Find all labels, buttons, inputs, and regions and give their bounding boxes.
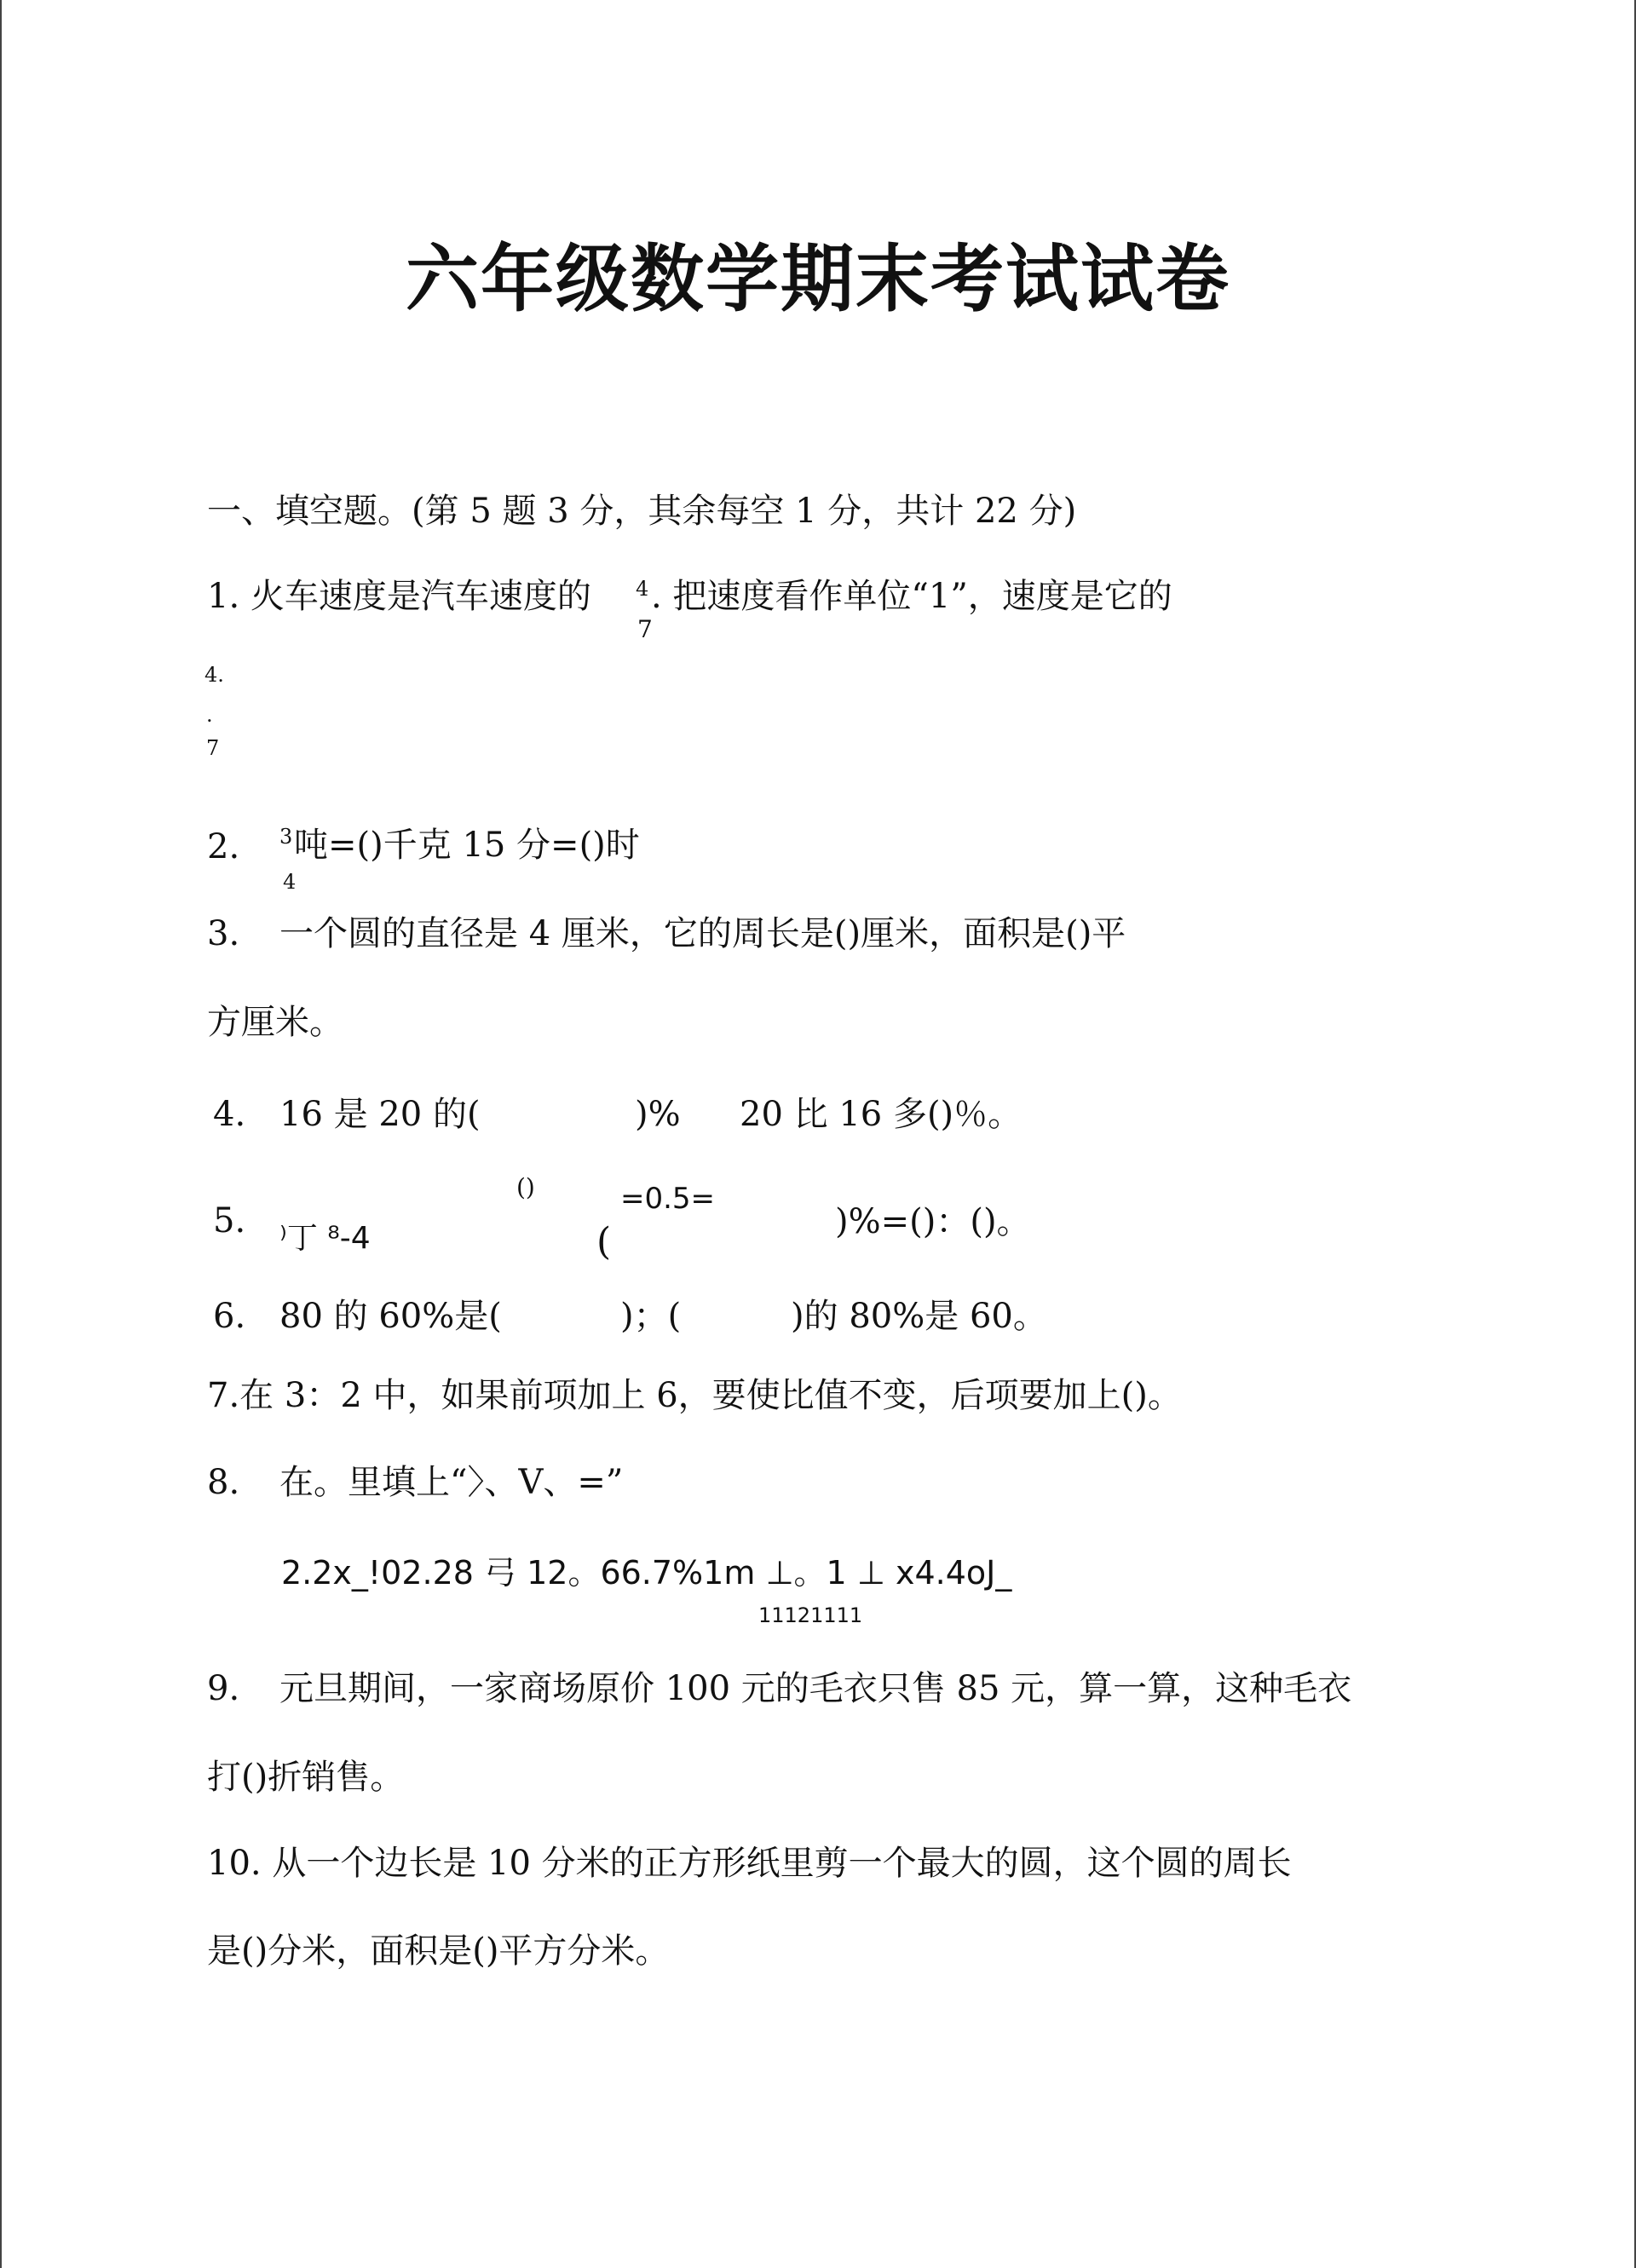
question-6-number: 6. <box>213 1297 246 1336</box>
question-1-text-b: . 把速度看作单位“1”，速度是它的 <box>651 577 1172 616</box>
question-8-text: 在。里填上“〉、V、=” <box>279 1463 624 1502</box>
question-5-number: 5. <box>213 1201 246 1240</box>
question-5-equals: =0.5= <box>620 1182 716 1216</box>
question-1-fraction-numerator: 4 <box>636 577 649 601</box>
question-6-text-c: )的 80%是 60。 <box>791 1297 1047 1336</box>
question-10-line-2: 是()分米，面积是()平方分米。 <box>207 1931 670 1971</box>
question-2-text: 吨=()千克 15 分=()时 <box>294 826 640 865</box>
question-8-number: 8. <box>207 1463 240 1502</box>
question-4-text-a: 16 是 20 的( <box>279 1095 481 1134</box>
question-3-number: 3. <box>207 914 240 953</box>
question-1-fraction-denominator: 7 <box>637 615 653 643</box>
question-4-number: 4. <box>213 1095 246 1134</box>
question-4-text-c: 20 比 16 多()％。 <box>740 1095 1022 1134</box>
question-5-right-expression: )%=()：()。 <box>835 1202 1031 1241</box>
question-8-subscript: 11121111 <box>758 1603 863 1627</box>
question-1-text-a: 1. 火车速度是汽车速度的 <box>207 577 591 616</box>
question-9-line-2: 打()折销售。 <box>207 1758 405 1797</box>
question-9-line-1: 元旦期间，一家商场原价 100 元的毛衣只售 85 元，算一算，这种毛衣 <box>279 1669 1352 1708</box>
question-10-line-1: 10. 从一个边长是 10 分米的正方形纸里剪一个最大的圆，这个圆的周长 <box>207 1844 1292 1883</box>
question-1-cont-denominator: 7 <box>206 736 220 760</box>
question-2-fraction-numerator: 3 <box>279 825 293 849</box>
question-2-fraction-denominator: 4 <box>283 870 297 894</box>
exam-title: 六年级数学期末考试试卷 <box>406 236 1230 322</box>
section-heading: 一、填空题。(第 5 题 3 分，其余每空 1 分，共计 22 分) <box>207 492 1077 531</box>
question-2-number: 2. <box>207 827 240 866</box>
question-9-number: 9. <box>207 1669 240 1708</box>
page-left-border <box>0 0 2 2268</box>
question-7-text: 7.在 3：2 中，如果前项加上 6，要使比值不变，后项要加上()。 <box>207 1376 1182 1415</box>
question-1-cont-dot: . <box>206 703 213 727</box>
question-3-line-1: 一个圆的直径是 4 厘米，它的周长是()厘米，面积是()平 <box>279 914 1126 953</box>
question-6-text-b: )；( <box>620 1297 682 1336</box>
question-8-expression: 2.2x_!02.28 弓 12。66.7%1m ⊥。1 ⊥ x4.4oJ_ <box>281 1554 1012 1592</box>
question-6-text-a: 80 的 60%是( <box>279 1297 502 1336</box>
question-1-cont-numerator: 4. <box>204 663 224 687</box>
question-4-text-b: )% <box>635 1095 681 1134</box>
question-5-left-paren: ( <box>596 1220 612 1264</box>
question-3-line-2: 方厘米。 <box>207 1003 343 1042</box>
question-5-paren-top: () <box>516 1173 535 1201</box>
question-5-left-expression: ⁾丁 ⁸-4 <box>279 1221 371 1256</box>
